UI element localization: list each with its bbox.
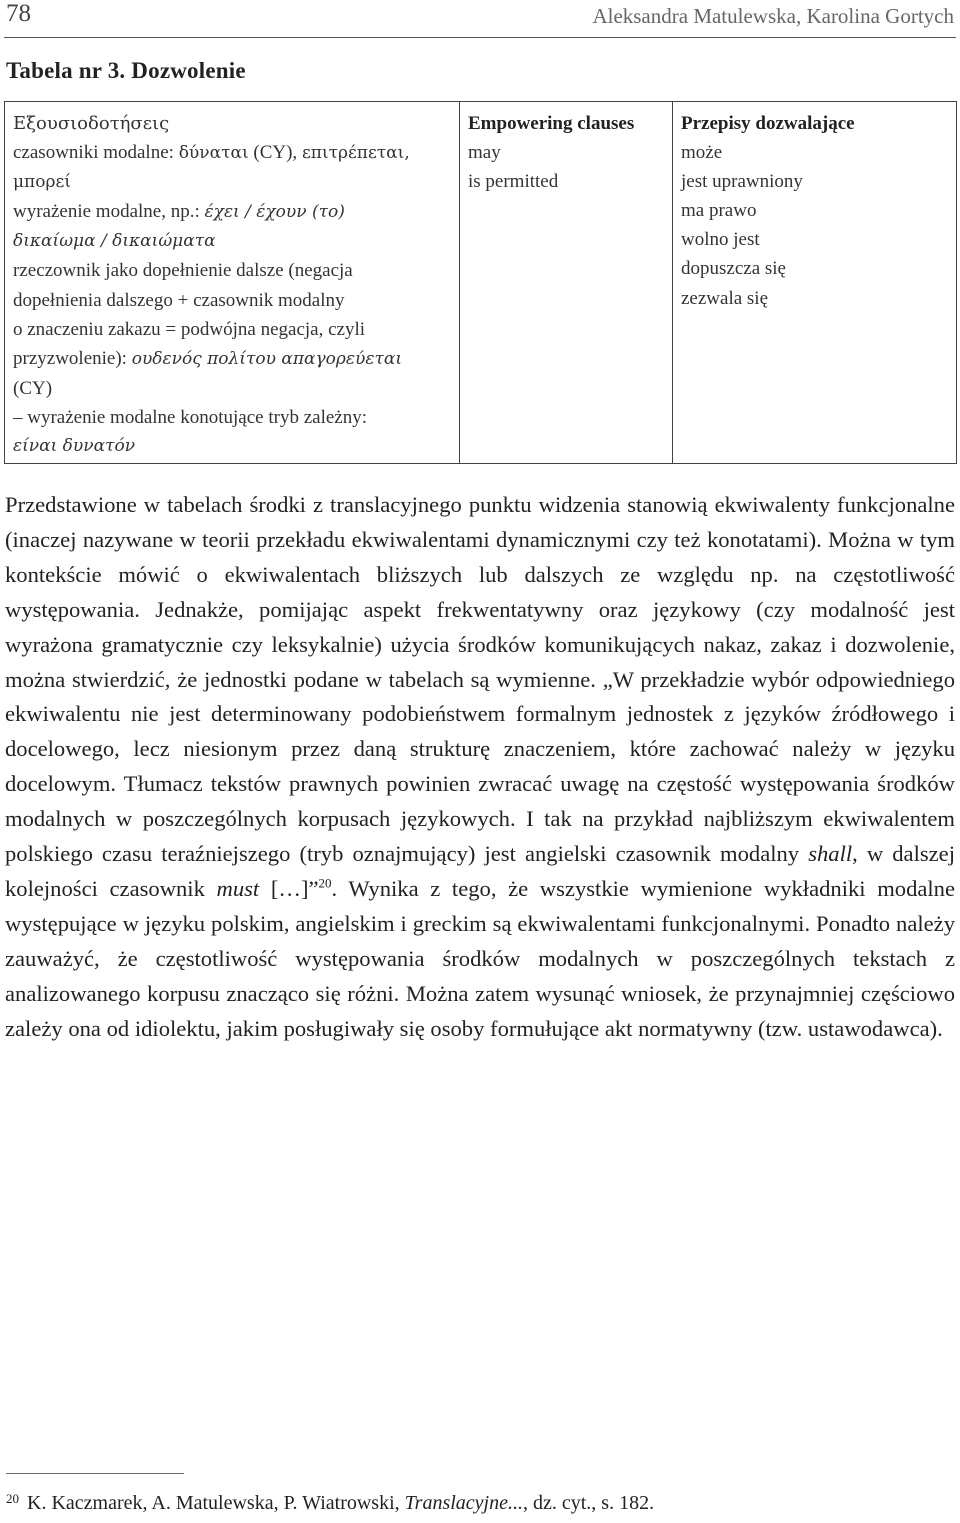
greek-term: δύναται [178, 143, 249, 164]
greek-line-9: (CY) [13, 377, 53, 399]
body-text-2: , w dalszej kolejności czasownik [5, 841, 955, 901]
footnote [6, 1491, 654, 1515]
greek-text: wyrażenie modalne, np.: [13, 201, 205, 223]
footnote-number: 20 [6, 1491, 19, 1506]
polish-heading: Przepisy dozwalające [681, 113, 855, 134]
greek-line-10: – wyrażenie modalne konotujące tryb zależny: [13, 406, 367, 428]
term-shall: shall [808, 841, 853, 867]
permission-table [4, 101, 957, 464]
running-head: Aleksandra Matulewska, Karolina Gortych [592, 4, 954, 28]
footnote-rule [6, 1473, 184, 1474]
greek-text: przyzwolenie): [13, 347, 132, 369]
footnote-reference[interactable]: 20 [318, 875, 332, 891]
footnote-title: Translacyjne... [404, 1492, 523, 1514]
greek-term: έχει / έχουν (το) [204, 202, 345, 223]
polish-item: może [681, 142, 723, 164]
greek-line-4: δικαίωμα / δικαιώματα [13, 231, 216, 252]
english-cell [460, 102, 673, 464]
greek-line-8 [13, 344, 451, 374]
greek-term: επιτρέπεται, [301, 143, 410, 164]
page-number: 78 [6, 0, 31, 27]
greek-text: (CY), [248, 142, 302, 164]
greek-text: czasowniki modalne: [13, 142, 179, 164]
polish-cell [673, 102, 957, 464]
polish-item: wolno jest [681, 229, 760, 251]
term-must: must [216, 875, 260, 901]
greek-cell [5, 102, 460, 464]
polish-item: jest uprawniony [681, 171, 803, 193]
table-row [5, 102, 957, 464]
english-heading: Empowering clauses [468, 113, 635, 134]
polish-item: zezwala się [681, 287, 769, 309]
header-rule [4, 37, 956, 38]
greek-line-11: είναι δυνατόν [13, 436, 136, 457]
greek-line-1 [13, 138, 451, 168]
greek-line-7: o znaczeniu zakazu = podwójna negacja, czyli [13, 318, 366, 340]
footnote-text: , dz. cyt., s. 182. [522, 1492, 655, 1514]
greek-heading: Εξουσιοδοτήσεις [13, 113, 170, 134]
english-item: is permitted [468, 171, 559, 193]
body-text-3: […]” [259, 875, 319, 901]
polish-item: dopuszcza się [681, 258, 786, 280]
table-title: Tabela nr 3. Dozwolenie [6, 58, 246, 83]
greek-line-6: dopełnienia dalszego + czasownik modalny [13, 289, 345, 311]
greek-term: ουδενός πολίτου απαγορεύεται [131, 348, 403, 369]
greek-line-5: rzeczownik jako dopełnienie dalsze (negacja [13, 260, 353, 282]
greek-line-2: μπορεί [13, 172, 71, 193]
footnote-text: K. Kaczmarek, A. Matulewska, P. Wiatrowski, [27, 1492, 405, 1514]
body-paragraph [5, 488, 955, 1047]
body-text-4: . Wynika z tego, że wszystkie wymienione wykładniki modalne występujące w języku polskim, angielskim i greckim są ekwiwalentami funkcjonalnymi. Ponadto należy zauważyć, że częstotliwość występowania środków modalnych w poszczególnych tekstach z analizowanego korpusu znacząco się różni. Można zatem wysunąć wniosek, że przynajmniej częściowo zależy ona od idiolektu, jakim posługiwały się osoby formułujące akt normatywny (tzw. ustawodawca). [5, 875, 956, 1041]
greek-line-3 [13, 197, 451, 227]
polish-item: ma prawo [681, 200, 757, 222]
body-text-1: Przedstawione w tabelach środki z translacyjnego punktu widzenia stanowią ekwiwalenty funkcjonalne (inaczej nazywane w teorii przekładu ekwiwalentami dynamicznymi czy też konotatami). Można w tym kontekście mówić o ekwiwalentach bliższych lub dalszych ze względu np. na częstotliwość występowania. Jednakże, pomijając aspekt frekwentatywny oraz językowy (czy modalność jest wyrażona gramatycznie czy leksykalnie) użycia środków komunikujących nakaz, zakaz i dozwolenie, można stwierdzić, że jednostki podane w tabelach są wymienne. „W przekładzie wybór odpowiedniego ekwiwalentu nie jest determinowany podobieństwem formalnym jednostek z języków źródłowego i docelowego, lecz niesionym przez daną strukturę znaczeniem, które zachować należy w języku docelowym. Tłumacz tekstów prawnych powinien zwracać uwagę na częstość występowania środków modalnych w poszczególnych korpusach językowych. I tak na przykład najbliższym ekwiwalentem polskiego czasu teraźniejszego (tryb oznajmujący) jest angielski czasownik modalny [5, 492, 955, 867]
english-item: may [468, 142, 501, 164]
